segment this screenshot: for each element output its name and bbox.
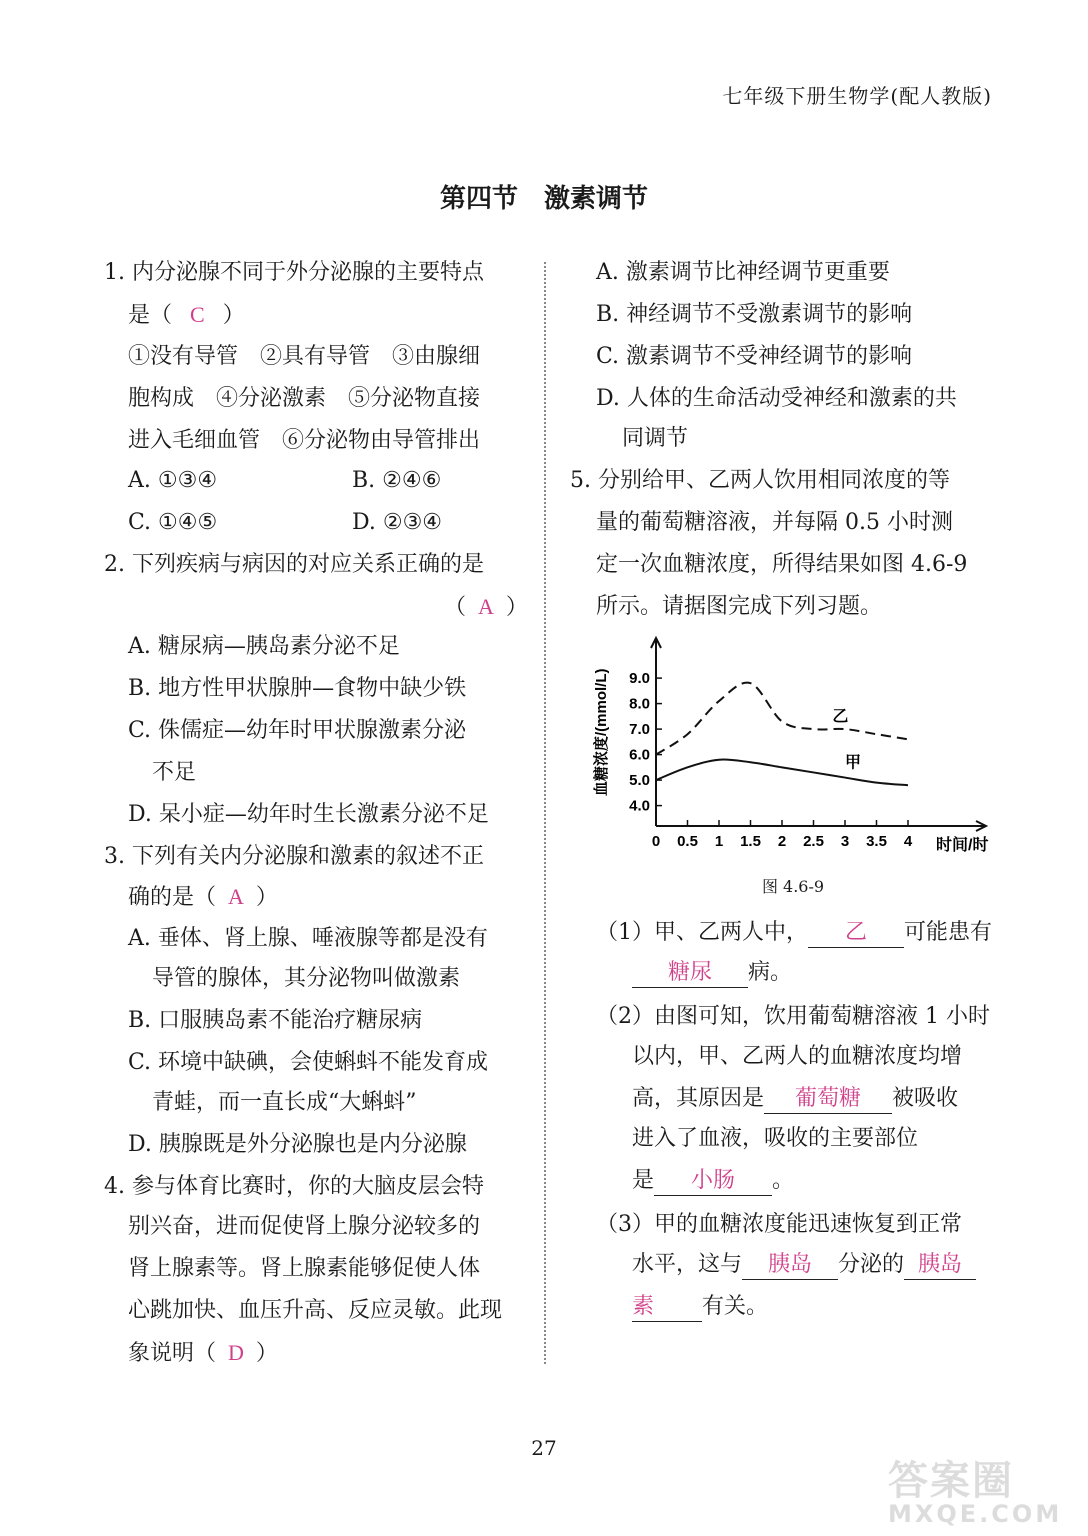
series-line-jia bbox=[656, 760, 908, 786]
x-tick-label: 4 bbox=[903, 833, 913, 850]
figure-caption: 图 4.6-9 bbox=[761, 877, 825, 896]
page-header: 七年级下册生物学(配人教版) bbox=[722, 84, 992, 108]
q4-option-d: D. 人体的生命活动受神经和激素的共 bbox=[596, 386, 957, 411]
q4-stem-line5: 象说明（ D ） bbox=[128, 1340, 278, 1366]
watermark-logo bbox=[888, 1460, 1068, 1530]
q5-stem-line2: 量的葡萄糖溶液，并每隔 0.5 小时测 bbox=[596, 510, 953, 535]
q3-option-b: B. 口服胰岛素不能治疗糖尿病 bbox=[128, 1008, 423, 1033]
q4-stem-line3: 肾上腺素等。肾上腺素能够促使人体 bbox=[128, 1256, 481, 1281]
series-label: 甲 bbox=[845, 754, 862, 772]
q4-option-c: C. 激素调节不受神经调节的影响 bbox=[596, 344, 913, 369]
series-label: 乙 bbox=[832, 708, 849, 726]
q1-option-a: A. ①③④ bbox=[128, 468, 218, 493]
watermark-text: 答案圈 bbox=[888, 1458, 1014, 1504]
q5-sub3-line2: 水平，这与 胰岛 分泌的 胰岛 bbox=[632, 1250, 976, 1280]
x-tick-label: 2.5 bbox=[803, 833, 824, 850]
x-tick-label: 3.5 bbox=[866, 833, 887, 850]
q3-answer: A bbox=[228, 884, 244, 909]
y-axis-label: 血糖浓度/(mmol/L) bbox=[593, 668, 610, 796]
q5-stem-line1: 5. 分别给甲、乙两人饮用相同浓度的等 bbox=[570, 468, 950, 493]
q1-options-line3: 进入毛细血管 ⑥分泌物由导管排出 bbox=[128, 428, 481, 453]
q1-answer: C bbox=[190, 302, 205, 327]
q1-option-d: D. ②③④ bbox=[352, 510, 443, 535]
q1-option-b: B. ②④⑥ bbox=[352, 468, 442, 493]
q4-answer: D bbox=[228, 1340, 244, 1365]
q5-sub1-answer2: 糖尿 bbox=[632, 959, 748, 988]
q1-stem-line1: 1. 内分泌腺不同于外分泌腺的主要特点 bbox=[104, 260, 484, 285]
x-tick-label: 2 bbox=[777, 833, 787, 850]
q5-sub2-line3: 高，其原因是 葡萄糖 被吸收 bbox=[632, 1084, 958, 1114]
q5-sub1-line1: （1）甲、乙两人中， 乙 可能患有 bbox=[596, 918, 992, 948]
x-tick-label: 0.5 bbox=[677, 833, 698, 850]
q3-stem-line2: 确的是（ A ） bbox=[128, 884, 278, 910]
q5-sub3-answer2-cont: 素 bbox=[632, 1293, 702, 1322]
q2-answer-paren: （ A ） bbox=[444, 594, 528, 620]
y-tick-label: 9.0 bbox=[629, 670, 650, 688]
q3-option-a-cont: 导管的腺体，其分泌物叫做激素 bbox=[152, 966, 461, 991]
q2-option-b: B. 地方性甲状腺肿—食物中缺少铁 bbox=[128, 676, 467, 701]
q3-option-c-cont: 青蛙，而一直长成“大蝌蚪” bbox=[152, 1090, 417, 1115]
column-divider bbox=[544, 262, 546, 1364]
q5-sub2-line2: 以内，甲、乙两人的血糖浓度均增 bbox=[632, 1044, 963, 1069]
q2-option-c: C. 侏儒症—幼年时甲状腺激素分泌 bbox=[128, 718, 467, 743]
section-title: 第四节 激素调节 bbox=[439, 184, 648, 214]
q5-sub3-answer2: 胰岛 bbox=[904, 1251, 976, 1280]
q5-sub2-answer2: 小肠 bbox=[654, 1167, 772, 1196]
page-number: 27 bbox=[531, 1436, 557, 1460]
y-tick-label: 7.0 bbox=[629, 721, 650, 739]
q5-sub2-line5: 是 小肠 。 bbox=[632, 1166, 794, 1196]
series-line-yi bbox=[656, 683, 908, 755]
q4-stem-line1: 4. 参与体育比赛时，你的大脑皮层会特 bbox=[104, 1174, 484, 1199]
q1-options-line1: ①没有导管 ②具有导管 ③由腺细 bbox=[128, 344, 481, 369]
q5-sub3-line1: （3）甲的血糖浓度能迅速恢复到正常 bbox=[596, 1212, 962, 1237]
y-tick-label: 8.0 bbox=[629, 695, 650, 713]
q4-stem-line4: 心跳加快、血压升高、反应灵敏。此现 bbox=[128, 1298, 503, 1323]
q2-option-a: A. 糖尿病—胰岛素分泌不足 bbox=[128, 634, 400, 659]
q5-sub3-answer1: 胰岛 bbox=[742, 1251, 838, 1280]
q5-sub2-answer1: 葡萄糖 bbox=[764, 1085, 892, 1114]
watermark-url: MXQE.COM bbox=[888, 1500, 1063, 1528]
x-tick-label: 3 bbox=[840, 833, 850, 850]
q5-sub2-line4: 进入了血液，吸收的主要部位 bbox=[632, 1126, 919, 1151]
q5-sub1-line2: 糖尿 病。 bbox=[632, 958, 792, 988]
q2-answer: A bbox=[478, 594, 494, 619]
q2-stem: 2. 下列疾病与病因的对应关系正确的是 bbox=[104, 552, 484, 577]
q3-option-d: D. 胰腺既是外分泌腺也是内分泌腺 bbox=[128, 1132, 467, 1157]
q4-option-d-cont: 同调节 bbox=[622, 426, 689, 451]
q4-stem-line2: 别兴奋，进而促使肾上腺分泌较多的 bbox=[128, 1214, 481, 1239]
blood-sugar-chart bbox=[584, 630, 1014, 870]
q5-stem-line3: 定一次血糖浓度，所得结果如图 4.6-9 bbox=[596, 552, 968, 577]
q4-option-a: A. 激素调节比神经调节更重要 bbox=[596, 260, 890, 285]
q3-stem-line1: 3. 下列有关内分泌腺和激素的叙述不正 bbox=[104, 844, 484, 869]
y-tick-label: 4.0 bbox=[629, 797, 650, 815]
q5-sub1-answer1: 乙 bbox=[808, 919, 904, 948]
q5-sub3-line3: 素 有关。 bbox=[632, 1292, 768, 1322]
x-tick-label: 1.5 bbox=[740, 833, 761, 850]
q3-option-a: A. 垂体、肾上腺、唾液腺等都是没有 bbox=[128, 926, 488, 951]
x-tick-label: 0 bbox=[651, 833, 661, 850]
q2-option-c-cont: 不足 bbox=[152, 760, 197, 785]
q1-stem-line2: 是（ C ） bbox=[128, 302, 245, 328]
q1-options-line2: 胞构成 ④分泌激素 ⑤分泌物直接 bbox=[128, 386, 481, 411]
q2-option-d: D. 呆小症—幼年时生长激素分泌不足 bbox=[128, 802, 489, 827]
q3-option-c: C. 环境中缺碘，会使蝌蚪不能发育成 bbox=[128, 1050, 489, 1075]
y-tick-label: 6.0 bbox=[629, 746, 650, 764]
q4-option-b: B. 神经调节不受激素调节的影响 bbox=[596, 302, 913, 327]
x-axis-label: 时间/时 bbox=[936, 837, 989, 854]
x-tick-label: 1 bbox=[714, 833, 724, 850]
q5-stem-line4: 所示。请据图完成下列习题。 bbox=[596, 594, 883, 619]
q1-option-c: C. ①④⑤ bbox=[128, 510, 218, 535]
y-tick-label: 5.0 bbox=[629, 772, 650, 790]
q5-sub2-line1: （2）由图可知，饮用葡萄糖溶液 1 小时 bbox=[596, 1004, 990, 1029]
